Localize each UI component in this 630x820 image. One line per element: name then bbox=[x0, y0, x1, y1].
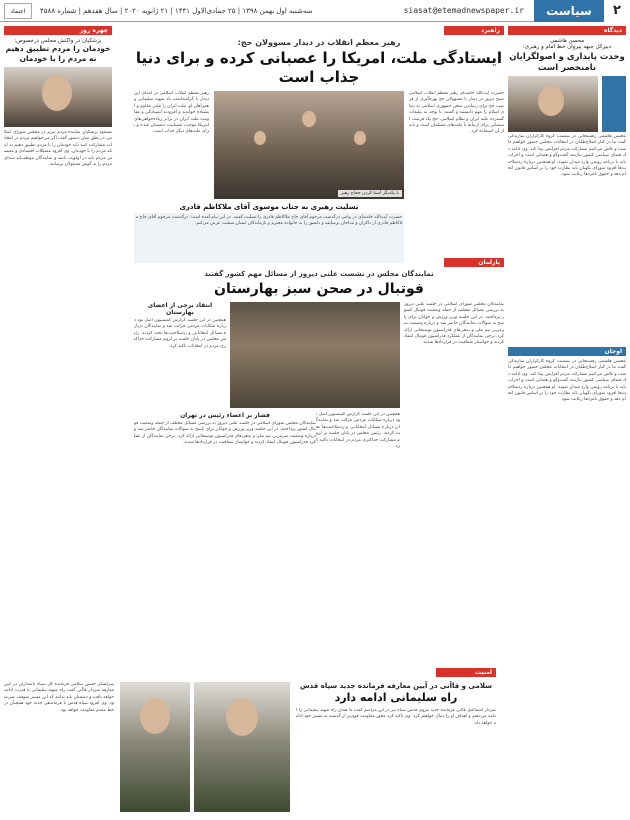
parliament-tag: پارلمان bbox=[444, 258, 504, 267]
section-label: سیاست bbox=[534, 0, 604, 22]
author-badge bbox=[602, 76, 626, 132]
main-top-kicker: رهبر معظم انقلاب در دیدار مسوولان حج: bbox=[237, 38, 401, 47]
issue-date: سه‌شنبه اول بهمن ۱۳۹۸ | ۲۵ جمادی‌الاول ۱۴۴۱ | ۲۱ ژانویه ۲۰۲۰ | سال هفدهم | شماره ۴۵۸۸ bbox=[40, 6, 313, 15]
parliament-side-title: انتقاد برخی از اعضای بهارستان bbox=[147, 302, 213, 316]
condolence-text: حضرت آیت‌الله خامنه‌ای در پیامی درگذشت مرحوم آقای حاج ملاکاظم قادری را تسلیت گفتند. در این پیام آمده است: درگذشت مرحوم آقای حاج ملاکاظم قادری از ذاکران و مداحان پرسابقه و دلسوز را به خانواده محترم و بازماندگان ایشان تسلیت عرض می‌کنم. bbox=[134, 213, 404, 263]
right-column bbox=[508, 26, 626, 816]
parliament-text-right: نمایندگان مجلس شورای اسلامی در جلسه علنی دیروز به بررسی مسائل مختلف از جمله وضعیت فوتبال کشور پرداختند. در این جلسه وزیر ورزش و جوانان برای پاسخ به سوالات نمایندگان حاضر شد و درباره وضعیت سرمربی تیم ملی و بدهی‌های فدراسیون توضیحاتی ارائه کرد. برخی نمایندگان از عملکرد فدراسیون فوتبال انتقاد کردند و خواستار شفافیت در قراردادها شدند. bbox=[404, 302, 504, 346]
parliament-photo bbox=[230, 302, 400, 408]
parliament-side-text: همچنین در این جلسه گزارش کمیسیون اصل نود درباره شکایات مردمی قرائت شد و نمایندگان درباره مسائل انتخاباتی و ردصلاحیت‌ها بحث کردند. رئیس مجلس در پایان جلسه بر لزوم مشارکت حداکثری مردم در انتخابات تاکید کرد. bbox=[134, 318, 226, 349]
parliament-text-mid: همچنین در این جلسه گزارش کمیسیون اصل نود درباره شکایات مردمی قرائت شد و نمایندگان درباره مسائل انتخاباتی و ردصلاحیت‌ها بحث کردند. رئیس مجلس در پایان جلسه بر لزوم مشارکت حداکثری مردم در انتخابات تاکید کرد. bbox=[316, 412, 400, 450]
bottom-story bbox=[4, 668, 496, 816]
page-number: ۲ bbox=[604, 0, 630, 22]
qaani-photo bbox=[194, 682, 290, 812]
section-email: siasat@etemadnewspaper.ir bbox=[403, 6, 524, 15]
page-header bbox=[0, 0, 630, 22]
bottom-tag: امنیت bbox=[436, 668, 496, 677]
bottom-kicker: سلامی و قاآنی در آیین معارفه فرمانده جدید سپاه قدس bbox=[299, 682, 493, 690]
leader-meeting-photo bbox=[214, 91, 404, 199]
main-top-text-right: حضرت آیت‌الله خامنه‌ای رهبر معظم انقلاب اسلامی صبح دیروز در دیدار با مسوولان حج بهره‌گیری از فرصت حج برای رساندن سخن جمهوری اسلامی به دنیای اسلام را مهم دانستند و گفتند: با توجه به تبلیغات گسترده علیه ایران و نظام اسلامی، حج یک فرصت استثنایی برای ارتباط با ملت‌های مسلمان است و باید از آن استفاده کرد. bbox=[409, 91, 504, 135]
main-top-text-left: رهبر معظم انقلاب اسلامی در ابتدای این دیدار با گرامیداشت یاد شهید سلیمانی و همراهان او، ملت ایران را ملتی مقاوم و ایستاده خواندند و افزودند ایستادگی و مقاومت ملت ایران در برابر زیاده‌خواهی‌های امریکا موجب عصبانیت دشمنان شده و برای ملت‌های دیگر جذاب است. bbox=[134, 91, 209, 135]
left-headline: خودمان را مردم تطبیق دهیم نه مردم را با خودمان bbox=[5, 44, 111, 63]
left-column bbox=[4, 26, 112, 666]
newspaper-logo: اعتماد bbox=[4, 3, 32, 19]
main-top-story bbox=[134, 26, 504, 254]
parliament-story bbox=[134, 258, 504, 662]
right-text-2: محسن هاشمی رفسنجانی در نشست گروه کارگزاران سازندگی گفت ما در کنار اصلاح‌طلبان در انتخابات مجلس حضور خواهیم داشت و تلاش می‌کنیم مشارکت مردم افزایش پیدا کند. وی ادامه داد فضای سیاسی کشور نیازمند گفت‌وگو و همدلی است و احزاب باید با برنامه روشن وارد میدان شوند. او همچنین درباره ردصلاحیت‌ها افزود شورای نگهبان باید نظارت خود را بر اساس قانون انجام دهد و حقوق نامزدها رعایت شود. bbox=[508, 359, 626, 403]
meeting-photo-caption: با یکدیگر آشنا کردن حجاج رهبر bbox=[338, 190, 402, 197]
salami-photo bbox=[120, 682, 190, 812]
right-text-1: محسن هاشمی رفسنجانی در نشست گروه کارگزاران سازندگی گفت ما در کنار اصلاح‌طلبان در انتخابات مجلس حضور خواهیم داشت و تلاش می‌کنیم مشارکت مردم افزایش پیدا کند. وی ادامه داد فضای سیاسی کشور نیازمند گفت‌وگو و همدلی است و احزاب باید با برنامه روشن وارد میدان شوند. او همچنین درباره ردصلاحیت‌ها افزود شورای نگهبان باید نظارت خود را بر اساس قانون انجام دهد و حقوق نامزدها رعایت شود. bbox=[508, 134, 626, 178]
right-tag-2: اوجان bbox=[508, 347, 626, 356]
pezeshkian-photo bbox=[4, 67, 112, 127]
left-tag: چهره روز bbox=[4, 26, 112, 35]
bottom-text-left: سرلشکر حسین سلامی فرمانده کل سپاه پاسداران در آیین معارفه سردار قاآنی گفت راه شهید سلیمانی با قدرت ادامه خواهد یافت و دشمنان باید بدانند که این مسیر متوقف نمی‌شود. وی افزود سپاه قدس با فرماندهی جدید خود همچنان در خط مقدم مقاومت خواهد بود. bbox=[4, 682, 114, 713]
right-tag: دیدگاه bbox=[508, 26, 626, 35]
parliament-headline: فوتبال در صحن سبز بهارستان bbox=[214, 281, 424, 297]
parliament-text-left: نمایندگان مجلس شورای اسلامی در جلسه علنی دیروز به بررسی مسائل مختلف از جمله وضعیت فوتبال کشور پرداختند. در این جلسه وزیر ورزش و جوانان برای پاسخ به سوالات نمایندگان حاضر شد و درباره وضعیت سرمربی تیم ملی و بدهی‌های فدراسیون توضیحاتی ارائه کرد. برخی نمایندگان از عملکرد فدراسیون فوتبال انتقاد کردند و خواستار شفافیت در قراردادها شدند. bbox=[134, 421, 316, 446]
right-role: دبیرکل جبهه پیروان خط امام و رهبری: bbox=[522, 44, 612, 50]
parliament-side-title-2: فشار بر اعضاء رئیس در تهران bbox=[180, 412, 270, 419]
condolence-title: تسلیت رهبری به جناب موسوی آقای ملاکاظم قادری bbox=[179, 203, 359, 211]
right-title: وحدت پایداری و اصولگرایان نامنحصر است bbox=[509, 52, 625, 73]
main-top-headline: ایستادگی ملت، امریکا را عصبانی کرده و برای دنیا جذاب است bbox=[135, 49, 503, 86]
bottom-text-right: سردار اسماعیل قاآنی فرمانده جدید نیروی قدس سپاه نیز در این مراسم گفت ما همان راه شهید سلیمانی را ادامه می‌دهیم و اهداف او را دنبال خواهیم کرد. وی تاکید کرد محور مقاومت قوی‌تر از گذشته به مسیر خود ادامه خواهد داد. bbox=[296, 708, 496, 726]
left-kicker: بزشکیان در واکنش مجلس درخصوص: bbox=[14, 38, 102, 44]
author-photo bbox=[508, 76, 598, 132]
right-author: محسن هاشمی bbox=[549, 38, 585, 44]
main-top-tag: راهبرد bbox=[444, 26, 504, 35]
left-text: مسعود پزشکیان نماینده مردم تبریز در مجلس شورای اسلامی در نطق میان دستور گفت اگر می‌خواهیم مردم در انتخابات مشارکت کنند باید خودمان را با مردم تطبیق دهیم نه اینکه مردم را با خودمان. وی افزود مشکلات اقتصادی و معیشتی مردم باید در اولویت باشد و نمایندگان موظف‌اند صدای مردم را به گوش مسئولان برسانند. bbox=[4, 130, 112, 168]
parliament-kicker: نمایندگان مجلس در نشست علنی دیروز از مسائل مهم کشور گفتند bbox=[204, 270, 434, 278]
bottom-headline: راه سلیمانی ادامه دارد bbox=[334, 691, 458, 704]
